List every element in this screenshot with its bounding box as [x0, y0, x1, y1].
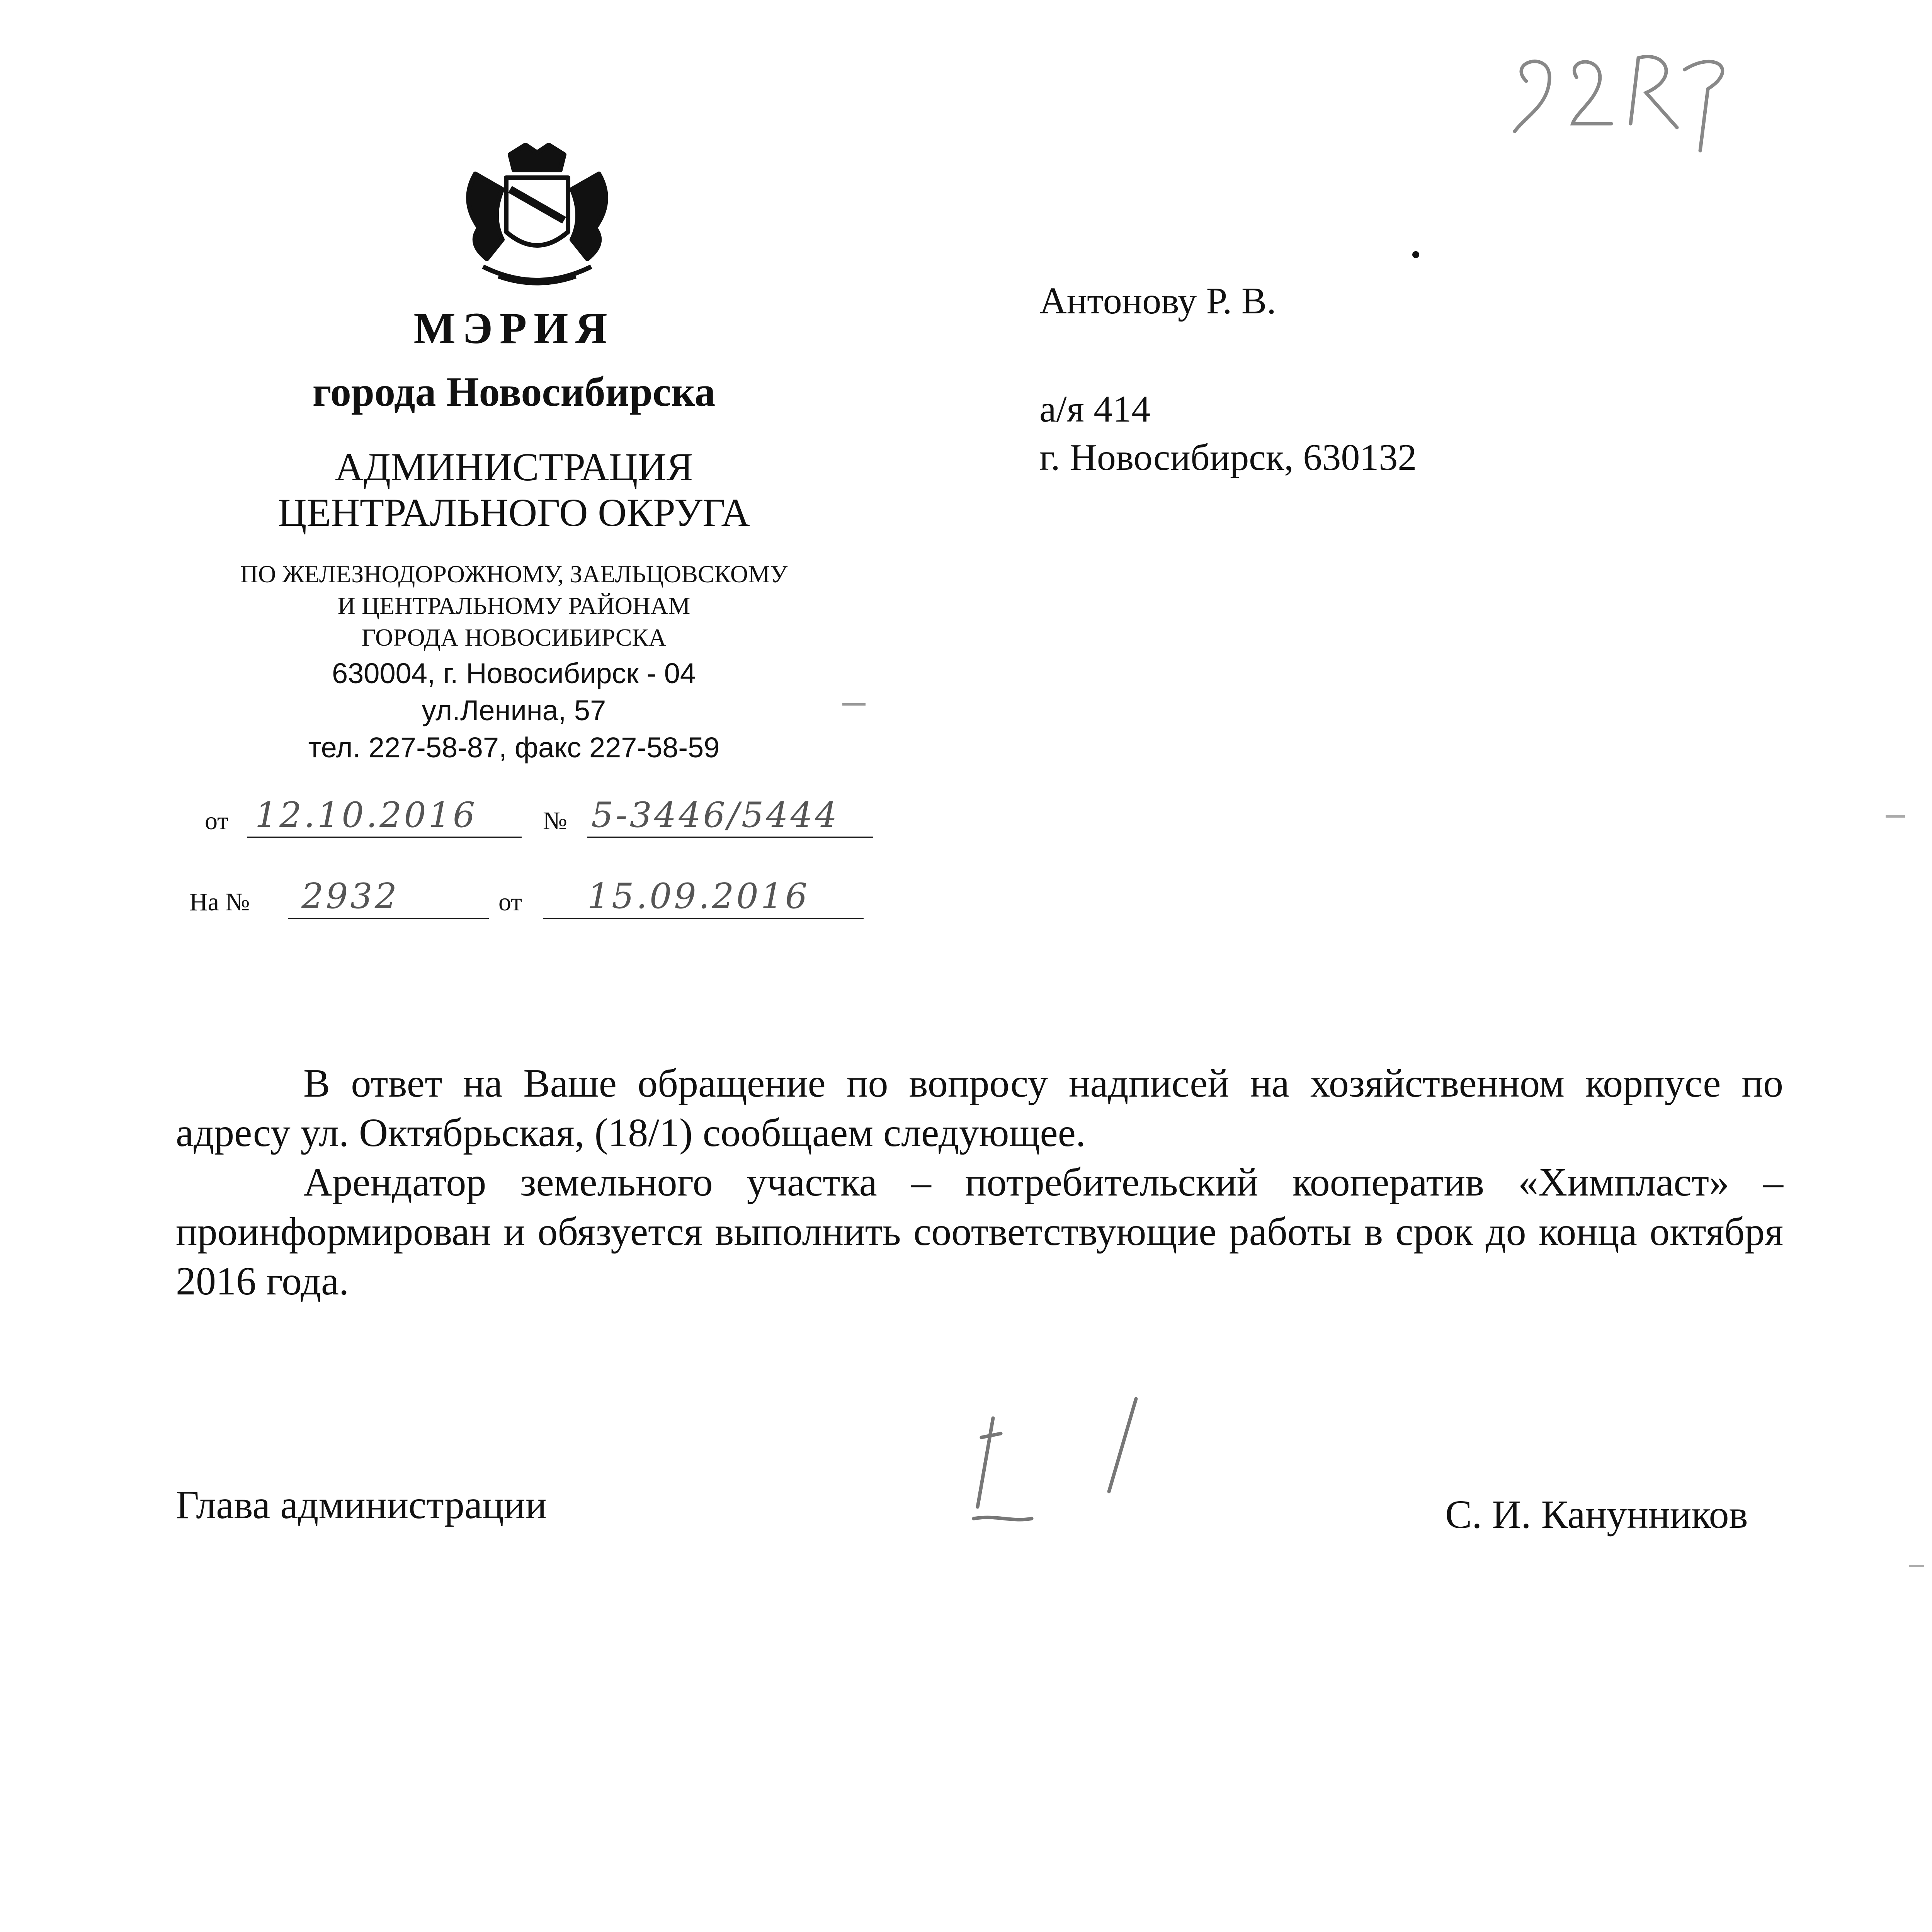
recipient-name: Антонову Р. В. [1039, 280, 1276, 322]
address-line-1: 630004, г. Новосибирск - 04 [332, 657, 696, 689]
body-paragraph-1: В ответ на Ваше обращение по вопросу надписей на хозяйственном корпусе по адресу ул. Октябрьская, (18/1) сообщаем следующее. [176, 1061, 1783, 1155]
recipient-city-zip: г. Новосибирск, 630132 [1039, 437, 1417, 478]
scan-dot [1412, 251, 1419, 258]
recipient-po-box: а/я 414 [1039, 388, 1151, 430]
districts-line-3: ГОРОДА НОВОСИБИРСКА [361, 624, 667, 651]
reply-from-label: от [498, 888, 522, 916]
address-line-2: ул.Ленина, 57 [422, 694, 606, 726]
reply-number-handwritten: 2932 [301, 876, 400, 917]
body-paragraph-2: Арендатор земельного участка – потребительский кооператив «Химпласт» – проинформирован и обязуется выполнить соответствующие работы в срок до конца октября 2016 года. [176, 1160, 1783, 1303]
scan-dash-1 [842, 703, 866, 706]
scan-dash-2 [1886, 815, 1905, 818]
letterhead-districts [166, 558, 862, 653]
outgoing-date-handwritten: 12.10.2016 [255, 795, 478, 835]
letterhead-address [205, 655, 823, 766]
signatory-name: С. И. Канунников [1445, 1492, 1748, 1537]
scan-dash-3 [1909, 1565, 1924, 1567]
letter-body [176, 1059, 1783, 1306]
letterhead-city: города Новосибирска [312, 369, 716, 415]
outgoing-number-handwritten: 5-3446/5444 [591, 795, 840, 835]
signature-position: Глава администрации [176, 1483, 547, 1527]
outgoing-from-label: от [205, 807, 228, 835]
novosibirsk-coat-of-arms-icon [452, 143, 622, 294]
handwritten-signature [935, 1391, 1151, 1557]
phone-line: тел. 227-58-87, факс 227-58-59 [308, 731, 720, 764]
admin-line-2: ЦЕНТРАЛЬНОГО ОКРУГА [278, 491, 750, 535]
letterhead-title: МЭРИЯ [413, 304, 614, 353]
outgoing-number-label: № [543, 807, 567, 835]
reply-date-handwritten: 15.09.2016 [587, 876, 810, 917]
letterhead-administration [205, 444, 823, 536]
districts-line-2: И ЦЕНТРАЛЬНОМУ РАЙОНАМ [337, 592, 690, 619]
reply-number-label: На № [189, 888, 250, 916]
districts-line-1: ПО ЖЕЛЕЗНОДОРОЖНОМУ, ЗАЕЛЬЦОВСКОМУ [240, 560, 788, 588]
handwritten-registration-mark [1499, 35, 1762, 162]
admin-line-1: АДМИНИСТРАЦИЯ [335, 445, 693, 489]
